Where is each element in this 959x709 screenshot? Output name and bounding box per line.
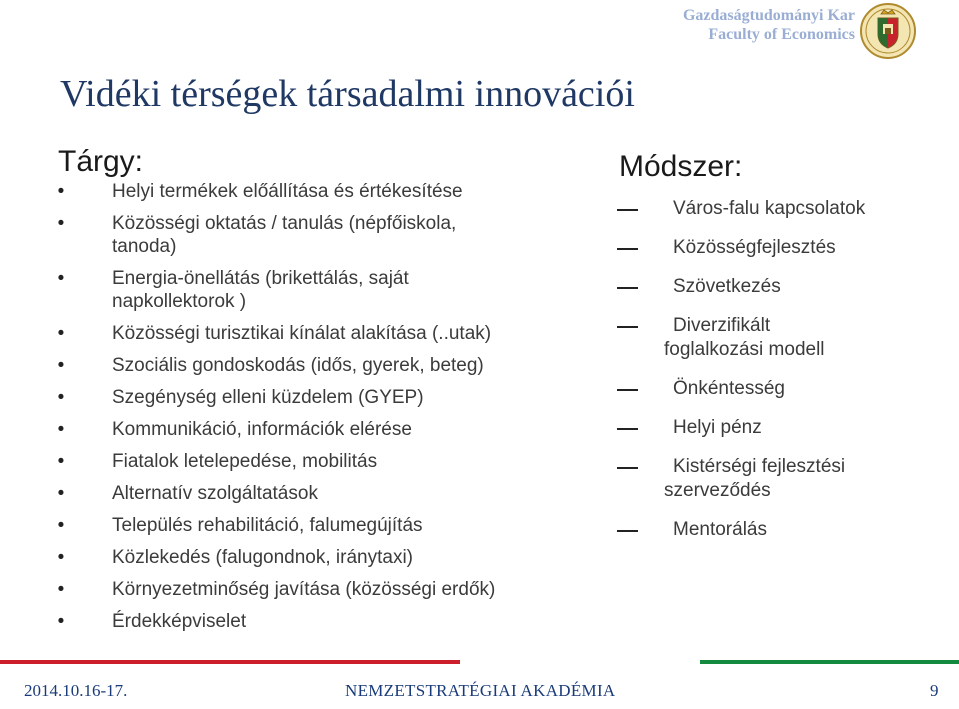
subject-list-item (56, 322, 495, 345)
subject-item-text: Közösségi turisztikai kínálat alakítása (..utak) (112, 323, 492, 344)
method-list-item (617, 275, 865, 299)
subject-item-text: Közlekedés (falugondnok, iránytaxi) (112, 547, 414, 568)
method-item-text-continued: foglalkozási modell (664, 339, 825, 360)
method-list-item (617, 314, 865, 362)
subject-item-text: Szegénység elleni küzdelem (GYEP) (112, 387, 424, 408)
bullet-icon: • (57, 611, 65, 632)
subject-list-item (56, 212, 495, 258)
subject-item-text-continued: napkollektorok ) (112, 291, 247, 312)
method-list-item (617, 518, 865, 542)
subject-item-text: Szociális gondoskodás (idős, gyerek, beteg) (112, 355, 484, 376)
faculty-name (683, 6, 855, 44)
slide-title: Vidéki térségek társadalmi innovációi (60, 73, 635, 115)
footer (0, 664, 959, 709)
subject-list-item (56, 354, 495, 377)
method-list (617, 197, 865, 557)
subject-item-text: Érdekképviselet (112, 611, 247, 632)
method-item-text: Diverzifikált (673, 315, 771, 336)
footer-organization: NEMZETSTRATÉGIAI AKADÉMIA (345, 681, 616, 700)
subject-heading: Tárgy: (58, 145, 144, 178)
method-item-text: Közösségfejlesztés (673, 237, 836, 258)
subject-list (56, 180, 495, 642)
method-item-text: Szövetkezés (673, 276, 781, 297)
dash-icon (617, 530, 638, 532)
method-item-text-continued: szerveződés (664, 480, 771, 501)
dash-icon (617, 248, 638, 250)
subject-list-item (56, 418, 495, 441)
method-item-text: Helyi pénz (673, 417, 762, 438)
subject-item-text: Helyi termékek előállítása és értékesítése (112, 181, 463, 202)
footer-page-number: 9 (930, 681, 939, 700)
method-item-text: Mentorálás (673, 519, 767, 540)
bullet-icon: • (57, 547, 65, 568)
bullet-icon: • (57, 387, 65, 408)
bullet-icon: • (57, 323, 65, 344)
subject-list-item (56, 514, 495, 537)
bullet-icon: • (57, 355, 65, 376)
subject-list-item (56, 482, 495, 505)
method-heading: Módszer: (619, 150, 743, 183)
dash-icon (617, 287, 638, 289)
dash-icon (617, 428, 638, 430)
bullet-icon: • (57, 181, 65, 202)
subject-list-item (56, 610, 495, 633)
method-list-item (617, 455, 865, 503)
bullet-icon: • (57, 451, 65, 472)
bullet-icon: • (57, 515, 65, 536)
dash-icon (617, 326, 638, 328)
bullet-icon: • (57, 579, 65, 600)
faculty-name-en: Faculty of Economics (708, 26, 855, 43)
footer-date: 2014.10.16-17. (24, 681, 128, 700)
faculty-name-hu: Gazdaságtudományi Kar (682, 7, 855, 24)
subject-list-item (56, 450, 495, 473)
subject-item-text: Energia-önellátás (brikettálás, saját (112, 268, 409, 289)
subject-list-item (56, 578, 495, 601)
dash-icon (617, 389, 638, 391)
method-item-text: Kistérségi fejlesztési (673, 456, 846, 477)
dash-icon (617, 467, 638, 469)
subject-item-text: Közösségi oktatás / tanulás (népfőiskola, (112, 213, 457, 234)
method-list-item (617, 416, 865, 440)
subject-item-text: Kommunikáció, információk elérése (112, 419, 412, 440)
bullet-icon: • (57, 419, 65, 440)
university-crest-icon (859, 2, 917, 60)
method-list-item (617, 197, 865, 221)
bullet-icon: • (57, 213, 65, 234)
method-list-item (617, 236, 865, 260)
subject-item-text: Fiatalok letelepedése, mobilitás (112, 451, 378, 472)
subject-item-text: Alternatív szolgáltatások (112, 483, 318, 504)
subject-item-text-continued: tanoda) (112, 236, 177, 257)
bullet-icon: • (57, 268, 65, 289)
subject-item-text: Környezetminőség javítása (közösségi erdők) (112, 579, 496, 600)
bullet-icon: • (57, 483, 65, 504)
subject-list-item (56, 386, 495, 409)
subject-list-item (56, 180, 495, 203)
dash-icon (617, 209, 638, 211)
method-item-text: Város-falu kapcsolatok (673, 198, 866, 219)
subject-list-item (56, 546, 495, 569)
method-list-item (617, 377, 865, 401)
method-item-text: Önkéntesség (673, 378, 785, 399)
subject-item-text: Település rehabilitáció, falumegújítás (112, 515, 423, 536)
subject-list-item (56, 267, 495, 313)
